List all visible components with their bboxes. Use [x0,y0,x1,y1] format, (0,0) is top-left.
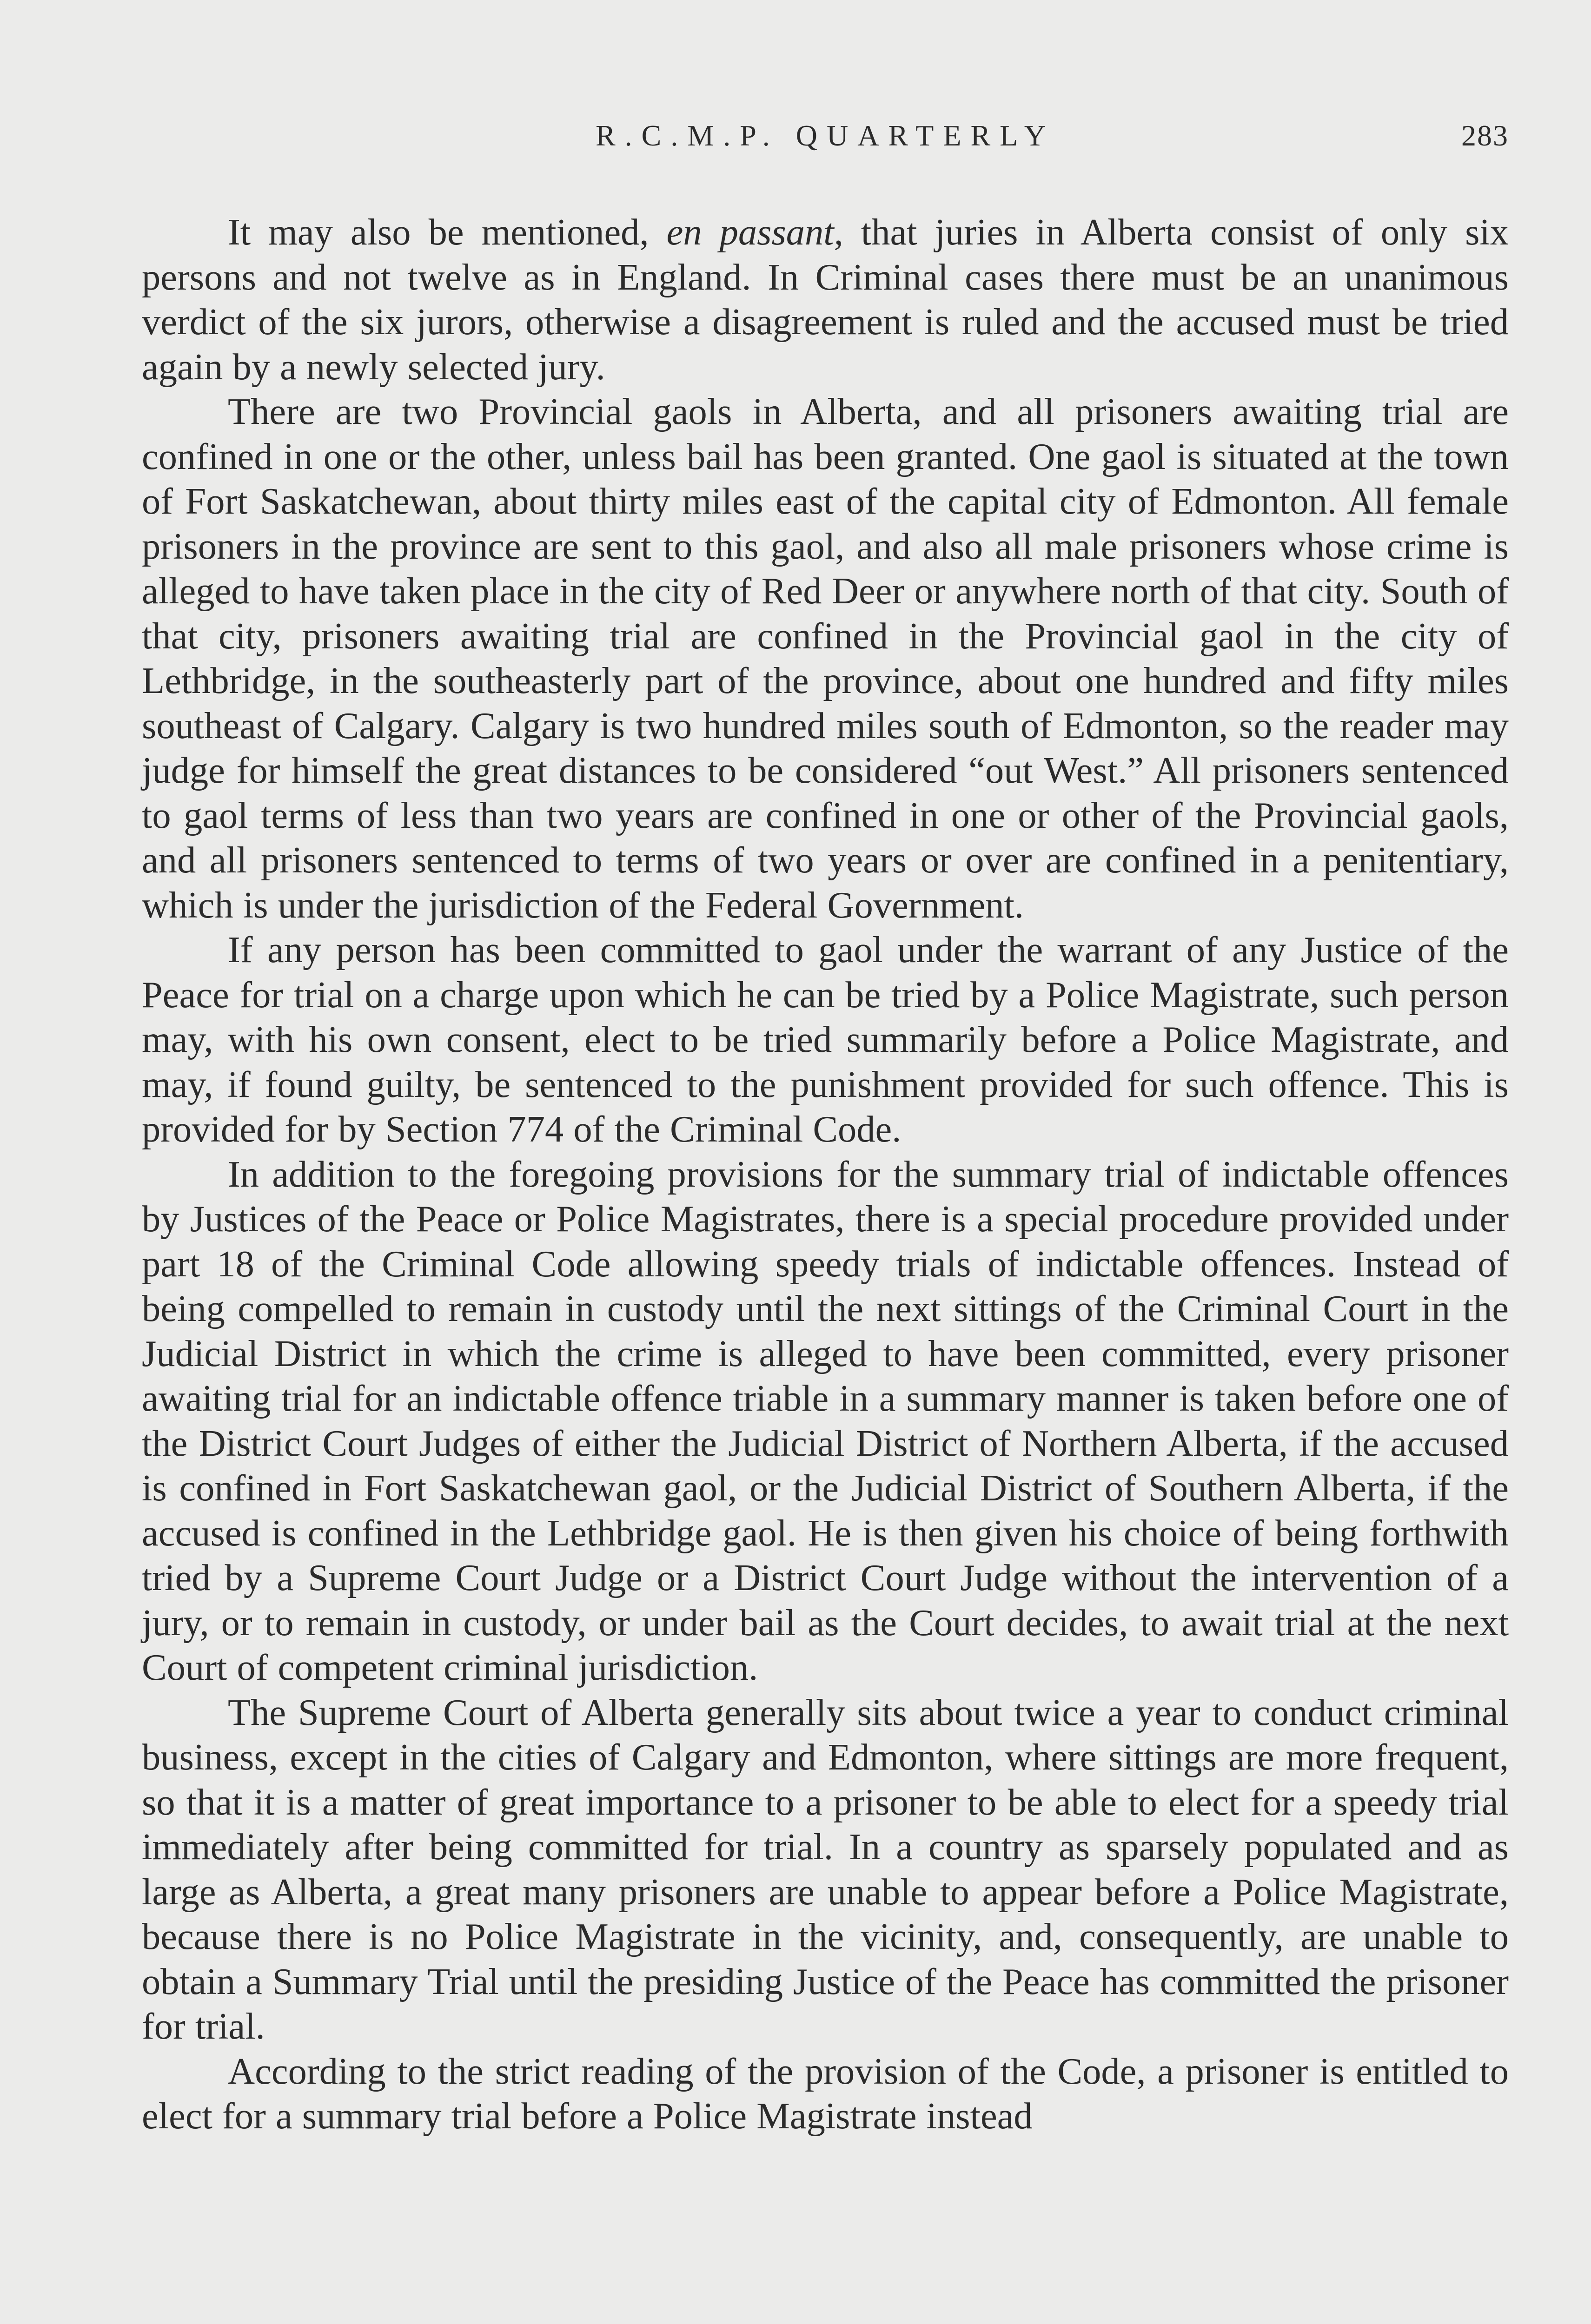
italic-phrase: en passant, [666,211,843,253]
paragraph [142,928,1509,1152]
paragraph-text: It may also be mentioned, [228,211,667,253]
paragraph [142,390,1509,928]
paragraph-text: According to the strict reading of the provision of the Code, a prisoner is entitled to elect for a summary trial before a Police Magistrate instead [142,2050,1509,2137]
paragraph [142,210,1509,390]
running-head [142,108,1509,164]
paragraph-text: that juries in Alberta consist of only six persons and not twelve as in England. In Criminal cases there must be an unanimous verdict of the six jurors, otherwise a disagreement is ruled and the accused must be tried again by a newly selected jury. [142,211,1509,388]
page-number: 283 [1461,119,1509,152]
paragraph [142,1690,1509,2049]
paragraph-text: In addition to the foregoing provisions for the summary trial of indictable offences by Justices of the Peace or Police Magistrates, there is a special procedure provided under part 18 of the Criminal Code allowing speedy trials of indictable offences. Instead of being compelled to remain in custody until the next sittings of the Criminal Court in the Judicial District in which the crime is alleged to have been committed, every prisoner awaiting trial for an indictable offence triable in a summary manner is taken before one of the District Court Judges of either the Judicial District of Northern Alberta, if the accused is confined in Fort Saskatchewan gaol, or the Judicial District of Southern Alberta, if the accused is confined in the Lethbridge gaol. He is then given his choice of being forthwith tried by a Supreme Court Judge or a District Court Judge without the intervention of a jury, or to remain in custody, or under bail as the Court decides, to await trial at the next Court of competent criminal jurisdiction. [142,1153,1509,1688]
paragraph-text: The Supreme Court of Alberta generally sits about twice a year to conduct criminal business, except in the cities of Calgary and Edmonton, where sittings are more frequent, so that it is a matter of great importance to a prisoner to be able to elect for a speedy trial immediately after being committed for trial. In a country as sparsely populated and as large as Alberta, a great many prisoners are unable to appear before a Police Magistrate, because there is no Police Magistrate in the vicinity, and, consequently, are unable to obtain a Summary Trial until the presiding Justice of the Peace has committed the prisoner for trial. [142,1691,1509,2047]
paragraph [142,1152,1509,1690]
body-text [142,210,1509,2139]
paragraph-text: If any person has been committed to gaol under the warrant of any Justice of the Peace for trial on a charge upon which he can be tried by a Police Magistrate, such person may, with his own consent, elect to be tried summarily before a Police Magistrate, and may, if found guilty, be sentenced to the punishment provided for such offence. This is provided for by Section 774 of the Criminal Code. [142,929,1509,1150]
paragraph-text: There are two Provincial gaols in Alberta, and all prisoners awaiting trial are confined in one or the other, unless bail has been granted. One gaol is situated at the town of Fort Saskatchewan, about thirty miles east of the capital city of Edmonton. All female prisoners in the province are sent to this gaol, and also all male prisoners whose crime is alleged to have taken place in the city of Red Deer or anywhere north of that city. South of that city, prisoners awaiting trial are confined in the Provincial gaol in the city of Lethbridge, in the southeasterly part of the province, about one hundred and fifty miles southeast of Calgary. Calgary is two hundred miles south of Edmonton, so the reader may judge for himself the great distances to be considered “out West.” All prisoners sentenced to gaol terms of less than two years are confined in one or other of the Provincial gaols, and all prisoners sentenced to terms of two years or over are confined in a penitentiary, which is under the jurisdiction of the Federal Government. [142,391,1509,926]
journal-title: R.C.M.P. QUARTERLY [595,119,1055,152]
paragraph [142,2049,1509,2139]
